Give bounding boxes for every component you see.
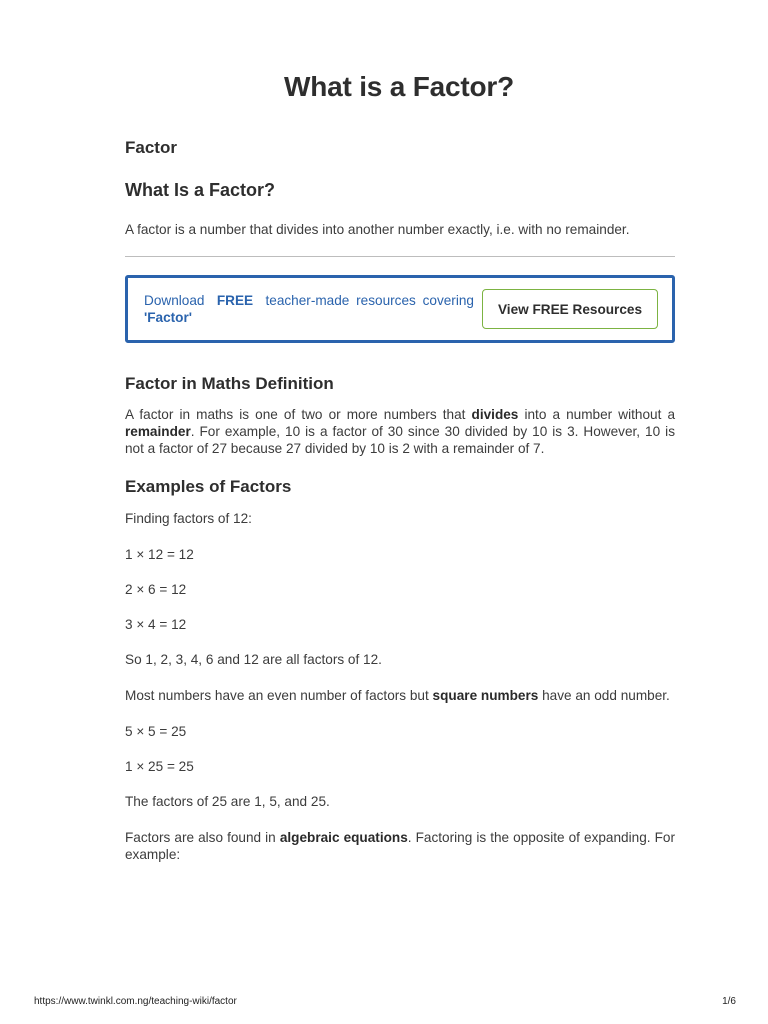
definition-paragraph xyxy=(125,406,675,457)
page-title: What is a Factor? xyxy=(284,70,514,102)
square-text-2: have an odd number. xyxy=(542,688,670,703)
definition-text-2: into a number without a xyxy=(524,407,676,422)
callout-text xyxy=(144,292,474,326)
factors-of-25-summary: The factors of 25 are 1, 5, and 25. xyxy=(125,794,330,809)
what-is-paragraph: A factor is a number that divides into another number exactly, i.e. with no remainder. xyxy=(125,222,630,237)
square-numbers-paragraph xyxy=(125,687,675,704)
callout-free-word: FREE xyxy=(216,293,254,308)
definition-text-1: A factor in maths is one of two or more numbers that xyxy=(125,407,466,422)
definition-heading: Factor in Maths Definition xyxy=(125,374,334,393)
divides-term: divides xyxy=(471,407,519,422)
algebra-text-1: Factors are also found in xyxy=(125,830,276,845)
equation-5x5: 5 × 5 = 25 xyxy=(125,724,187,739)
footer-url: https://www.twinkl.com.ng/teaching-wiki/factor xyxy=(34,996,237,1007)
footer-page-number: 1/6 xyxy=(722,996,736,1007)
square-text-1: Most numbers have an even number of factors but xyxy=(125,688,429,703)
equation-1x12: 1 × 12 = 12 xyxy=(125,547,194,562)
print-footer xyxy=(34,996,736,1007)
view-free-resources-button[interactable]: View FREE Resources xyxy=(482,289,658,329)
algebraic-paragraph xyxy=(125,829,675,863)
divider xyxy=(125,256,675,257)
callout-download-word: Download xyxy=(144,293,205,308)
algebraic-equations-term: algebraic equations xyxy=(279,830,408,845)
section-label: Factor xyxy=(125,138,177,157)
callout-topic-link[interactable]: 'Factor' xyxy=(144,310,193,325)
resources-callout xyxy=(125,275,675,343)
square-numbers-term: square numbers xyxy=(432,688,539,703)
equation-3x4: 3 × 4 = 12 xyxy=(125,617,187,632)
finding-factors-intro: Finding factors of 12: xyxy=(125,511,252,526)
factors-of-12-summary: So 1, 2, 3, 4, 6 and 12 are all factors of 12. xyxy=(125,652,382,667)
article-body xyxy=(125,135,675,863)
definition-text-3: . For example, 10 is a factor of 30 since 30 divided by 10 is 3. However, 10 is not a factor of 27 because 27 divided by 10 is 2 with a remainder of 7. xyxy=(125,424,675,456)
what-is-heading: What Is a Factor? xyxy=(125,180,276,200)
equation-1x25: 1 × 25 = 25 xyxy=(125,759,194,774)
callout-middle-text: teacher-made resources covering xyxy=(265,293,474,308)
examples-heading: Examples of Factors xyxy=(125,477,292,496)
algebra-text-2: . Factoring is the opposite of expanding. For example: xyxy=(125,830,675,862)
equation-2x6: 2 × 6 = 12 xyxy=(125,582,187,597)
remainder-term: remainder xyxy=(125,424,191,439)
